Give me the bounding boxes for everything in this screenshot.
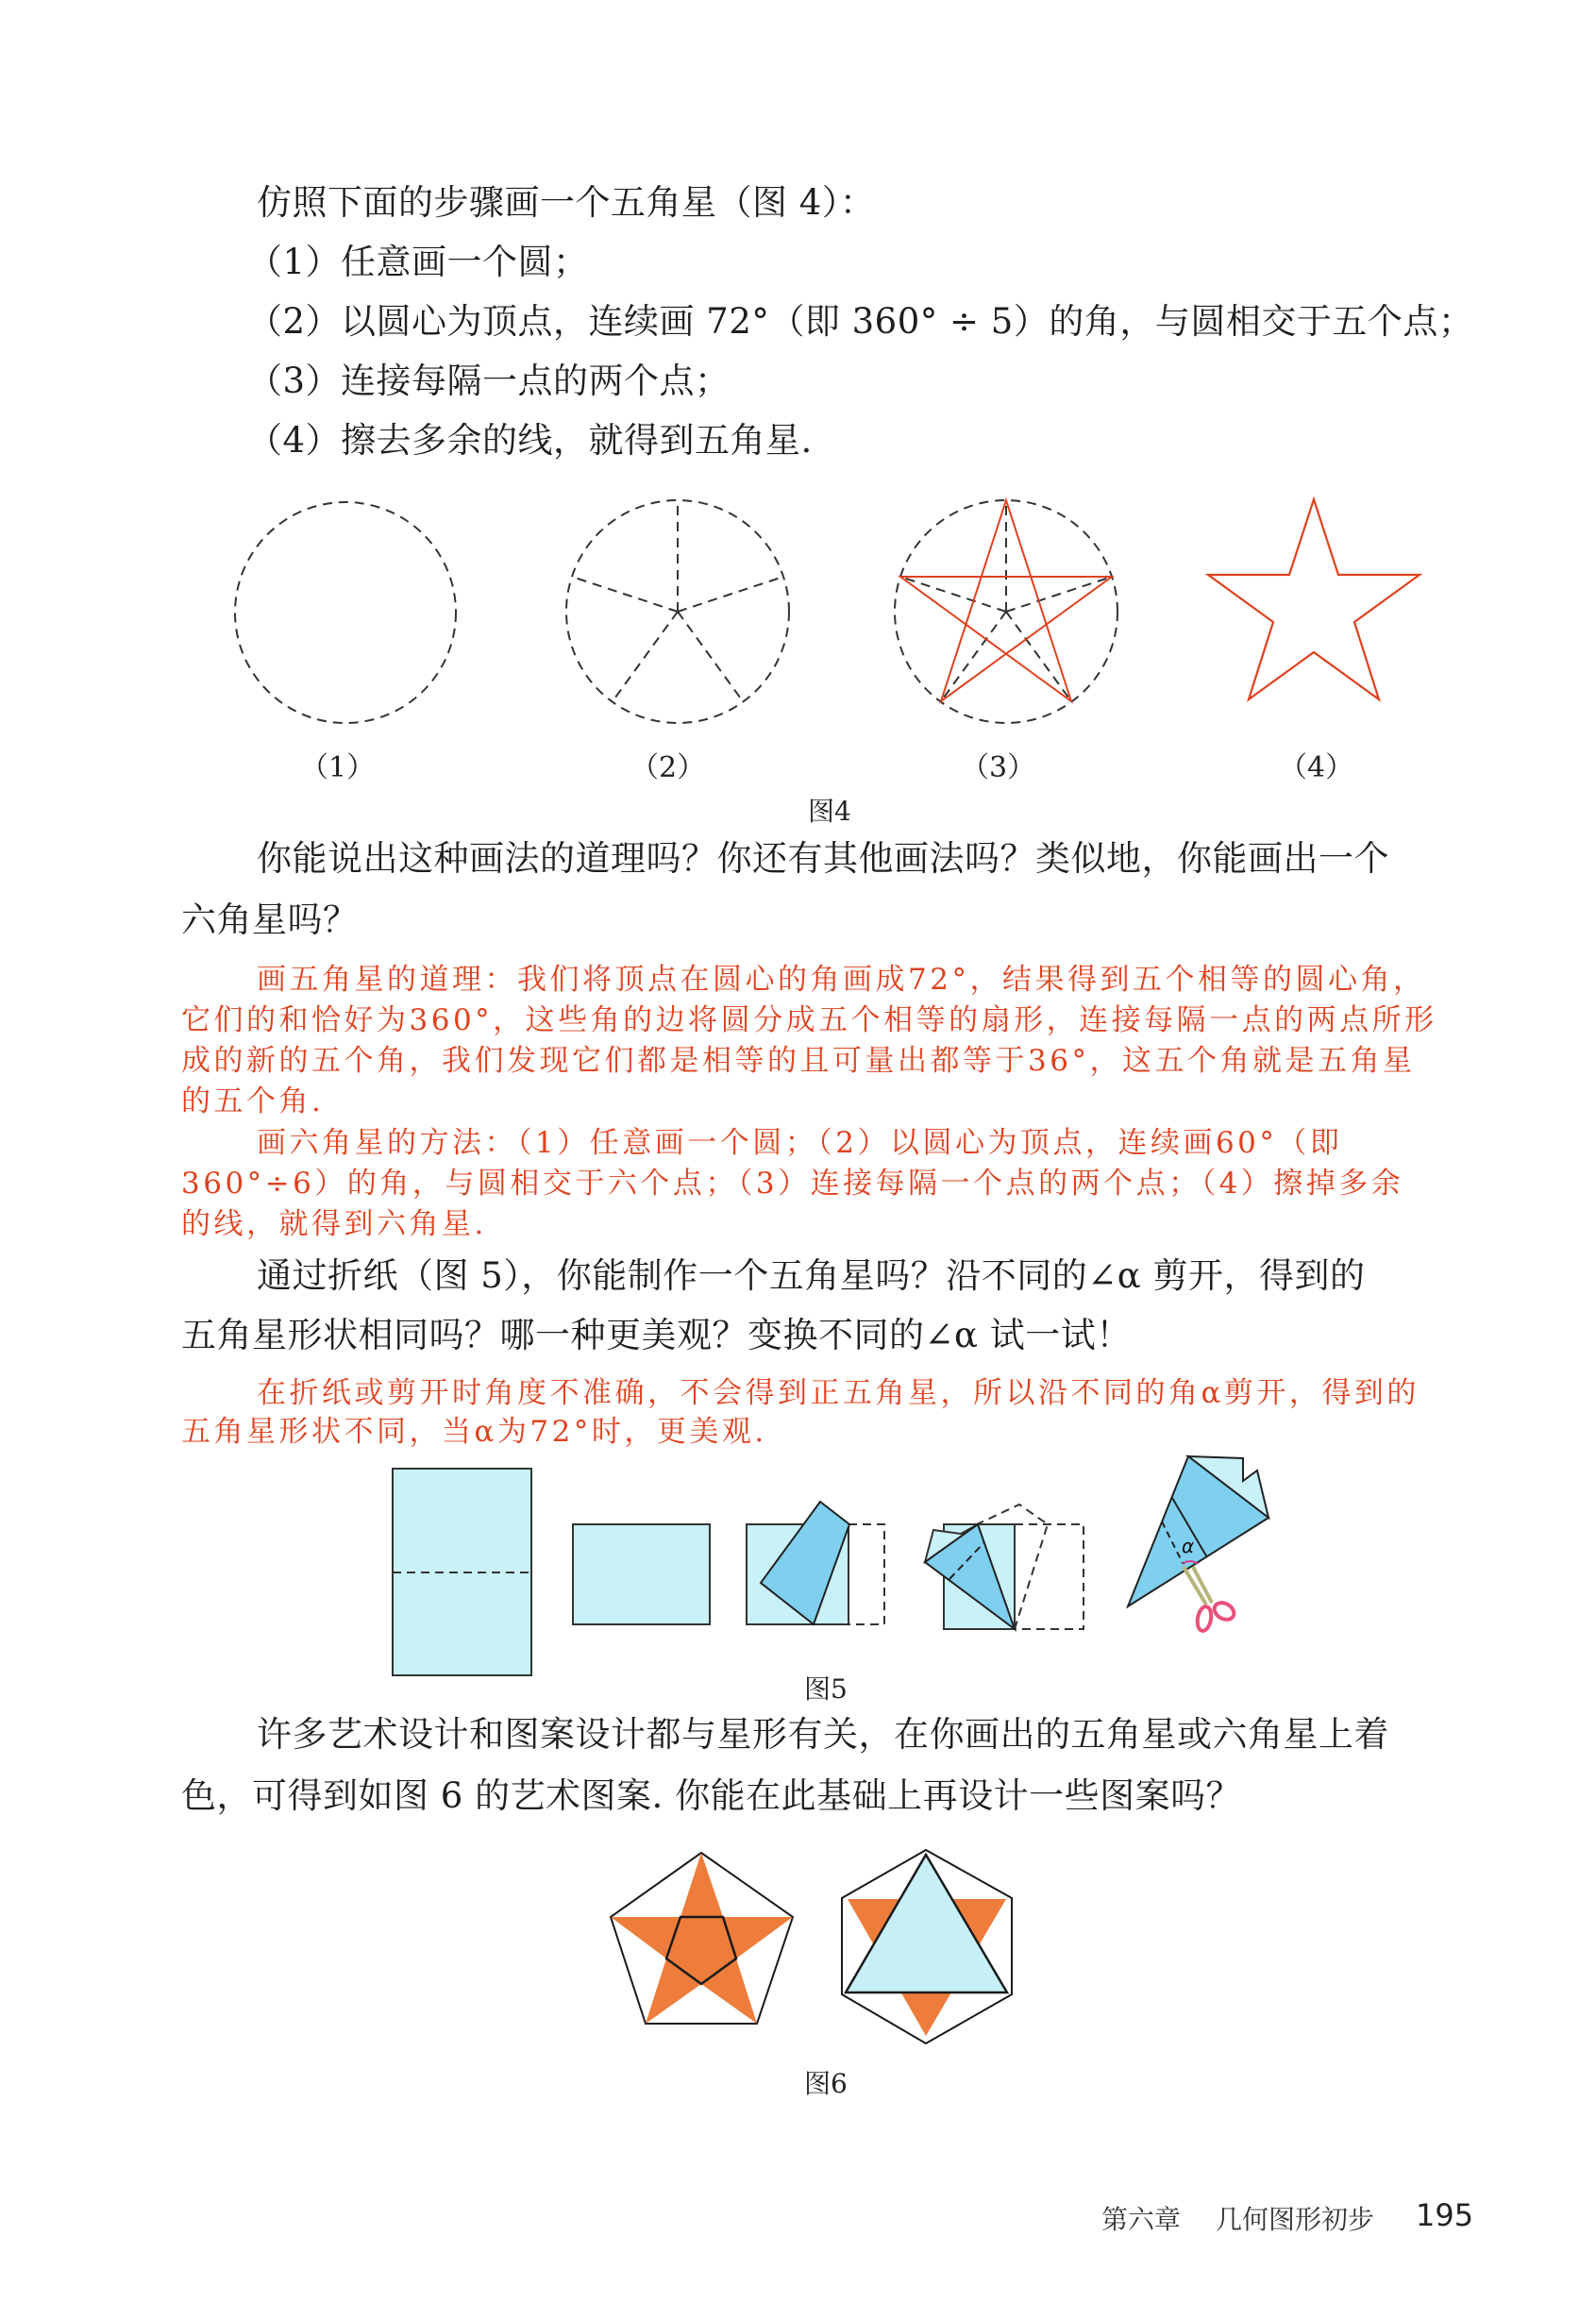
question1-line1: 你能说出这种画法的道理吗？你还有其他画法吗？类似地，你能画出一个 (257, 838, 1389, 879)
fig5-caption: 图5 (804, 1673, 848, 1705)
intro-lead: 仿照下面的步骤画一个五角星（图 4）： (257, 182, 876, 223)
fig4-label-1: （1） (300, 751, 376, 784)
answer1-line1: 画五角星的道理：我们将顶点在圆心的角画成72°，结果得到五个相等的圆心角， (257, 963, 1426, 997)
answer1-line3: 成的新的五个角，我们发现它们都是相等的且可量出都等于36°，这五个角就是五角星 (181, 1044, 1416, 1078)
answer1-line6: 360°÷6）的角，与圆相交于六个点；（3）连接每隔一个点的两个点；（4）擦掉多余 (181, 1167, 1404, 1201)
hexagon-star-pattern (842, 1850, 1012, 2043)
fig4-caption: 图4 (808, 796, 851, 827)
pentagon-star-pattern (611, 1853, 793, 2024)
answer2-line1: 在折纸或剪开时角度不准确，不会得到正五角星，所以沿不同的角α剪开，得到的 (257, 1376, 1420, 1410)
answer1-line5: 画六角星的方法：（1）任意画一个圆；（2）以圆心为顶点，连续画60°（即 (257, 1126, 1343, 1160)
fig4-label-2: （2） (630, 751, 706, 784)
step-3: （3）连接每隔一点的两个点； (247, 361, 731, 401)
fig4-label-3: （3） (961, 751, 1036, 784)
answer2-line2: 五角星形状不同，当α为72°时，更美观. (181, 1415, 767, 1449)
fig4-label-4: （4） (1279, 751, 1354, 784)
question2-line1: 通过折纸（图 5），你能制作一个五角星吗？沿不同的∠α 剪开，得到的 (257, 1255, 1366, 1296)
alpha-label: α (1182, 1535, 1195, 1557)
question1-line2: 六角星吗？ (181, 899, 359, 940)
step-4: （4）擦去多余的线，就得到五角星. (247, 420, 813, 461)
footer-chapter: 第六章 (1101, 2204, 1182, 2235)
question3-line2: 色，可得到如图 6 的艺术图案. 你能在此基础上再设计一些图案吗？ (181, 1775, 1242, 1816)
fig6-caption: 图6 (804, 2068, 848, 2099)
footer-title: 几何图形初步 (1216, 2204, 1375, 2235)
answer1-line2: 它们的和恰好为360°，这些角的边将圆分成五个相等的扇形，连接每隔一点的两点所形 (181, 1003, 1437, 1037)
step-2: （2）以圆心为顶点，连续画 72°（即 360° ÷ 5）的角，与圆相交于五个点； (247, 301, 1474, 342)
question3-line1: 许多艺术设计和图案设计都与星形有关，在你画出的五角星或六角星上着 (257, 1714, 1389, 1755)
question2-line2: 五角星形状相同吗？哪一种更美观？变换不同的∠α 试一试！ (181, 1315, 1132, 1355)
page-number: 195 (1416, 2197, 1474, 2233)
answer1-line7: 的线，就得到六角星. (181, 1207, 487, 1241)
answer1-line4: 的五个角. (181, 1084, 325, 1118)
step-1: （1）任意画一个圆； (247, 242, 589, 282)
